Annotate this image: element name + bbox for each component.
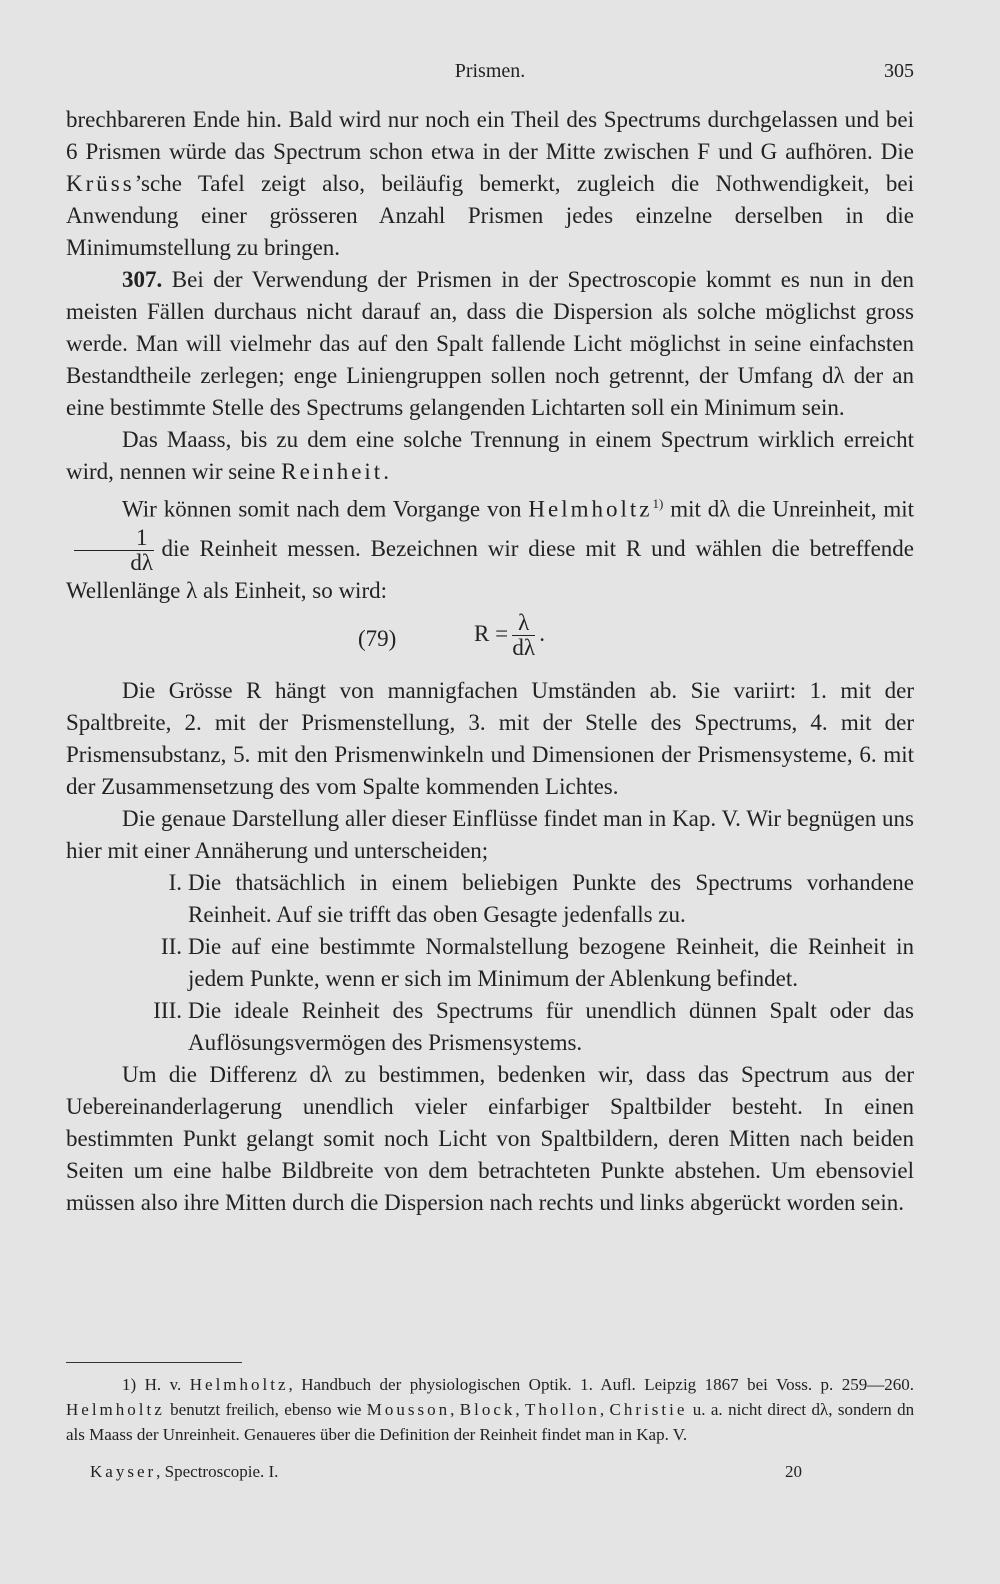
paragraph-2: 307. Bei der Verwendung der Prismen in der Spectroscopie kommt es nun in den meisten Fällen durchaus nicht darauf an, dass die Dispersion als solche möglichst gross werde. Man will vielmehr das auf den Spalt fallende Licht möglichst in seine einfachsten Bestandtheile zerlegen; enge Liniengruppen sollen noch getrennt, der Umfang dλ der an eine bestimmte Stelle des Spectrums gelangenden Lichtarten soll ein Minimum sein.: [66, 267, 914, 420]
running-title: Prismen.: [454, 60, 526, 82]
fraction-one-over-dlambda: $\frac{1}{d\lambda}$: [74, 526, 154, 575]
equation-79: [66, 611, 914, 671]
equation-body: R = $\frac{\lambda}{d\lambda}$ .: [474, 609, 545, 660]
reinheit-list: [66, 867, 914, 1059]
footnote-rule: [66, 1362, 242, 1363]
list-item: II. Die auf eine bestimmte Normalstellung bezogene Reinheit, die Reinheit in jedem Punkte, wenn er sich im Minimum der Ablenkung befindet.: [160, 933, 914, 991]
running-header: [66, 60, 914, 90]
sheet-number: 20: [785, 1462, 802, 1481]
fraction-lambda-over-dlambda: $\frac{\lambda}{d\lambda}$: [512, 609, 535, 660]
main-text: [66, 104, 914, 1219]
footer-work: , Spectroscopie. I.: [156, 1462, 279, 1481]
term-reinheit: Reinheit: [281, 459, 384, 484]
list-item: I. Die thatsächlich in einem beliebigen Punkte des Spectrums vorhandene Reinheit. Auf sie trifft das oben Gesagte jedenfalls zu.: [168, 869, 914, 927]
name-kruess: Krüss: [66, 171, 135, 196]
footer-author: Kayser: [90, 1462, 157, 1481]
name-helmholtz: Helmholtz: [528, 496, 653, 522]
paragraph-5: Die Grösse R hängt von mannigfachen Umständen ab. Sie variirt: 1. mit der Spaltbreite, 2. mit der Prismenstellung, 3. mit der Stelle des Spectrums, 4. mit der Prismensubstanz, 5. mit den Prismenwinkeln und Dimensionen der Prismensysteme, 6. mit der Zusammensetzung des vom Spalte kommenden Lichtes.: [66, 677, 914, 799]
paragraph-3: Das Maass, bis zu dem eine solche Trennung in einem Spectrum wirklich erreicht wird, nennen wir seine Reinheit.: [66, 427, 914, 484]
paragraph-7: Um die Differenz dλ zu bestimmen, bedenken wir, dass das Spectrum aus der Uebereinanderlagerung unendlich vieler einfarbiger Spaltbilder besteht. In einen bestimmten Punkt gelangt somit noch Licht von Spaltbildern, deren Mitten nach beiden Seiten um eine halbe Bildbreite von dem betrachteten Punkte abstehen. Um ebensoviel müssen also ihre Mitten durch die Dispersion nach rechts und links abgerückt worden sein.: [66, 1061, 914, 1215]
section-number: 307.: [122, 267, 163, 292]
paragraph-6: Die genaue Darstellung aller dieser Einflüsse findet man in Kap. V. Wir begnügen uns hier mit einer Annäherung und unterscheiden;: [66, 805, 914, 863]
list-item: III. Die ideale Reinheit des Spectrums für unendlich dünnen Spalt oder das Auflösungsvermögen des Prismensystems.: [153, 997, 914, 1055]
footnote-ref: 1): [652, 496, 664, 511]
page-number: 305: [884, 60, 914, 82]
paragraph-4: Wir können somit nach dem Vorgange von Helmholtz$^{1)}$ mit dλ die Unreinheit, mit $\frac{1}{d\lambda}$ die Reinheit messen. Bezeichnen wir diese mit R und wählen die betreffende Wellenlänge λ als Einheit, so wird:: [66, 496, 915, 603]
signature-line: [90, 1462, 802, 1482]
footnote: 1) H. v. Helmholtz, Handbuch der physiologischen Optik. 1. Aufl. Leipzig 1867 bei Voss. p. 259—260. Helmholtz benutzt freilich, ebenso wie Mousson, Block, Thollon, Christie u. a. nicht direct dλ, sondern dn als Maass der Unreinheit. Genaueres über die Definition der Reinheit findet man in Kap. V.: [66, 1375, 915, 1444]
paragraph-1: brechbareren Ende hin. Bald wird nur noch ein Theil des Spectrums durchgelassen und bei 6 Prismen würde das Spectrum schon etwa in der Mitte zwischen F und G aufhören. Die Krüss’sche Tafel zeigt also, beiläufig bemerkt, zugleich die Nothwendigkeit, bei Anwendung einer grösseren Anzahl Prismen jedes einzelne derselben in die Minimumstellung zu bringen.: [66, 107, 914, 260]
equation-number: (79): [358, 625, 397, 651]
